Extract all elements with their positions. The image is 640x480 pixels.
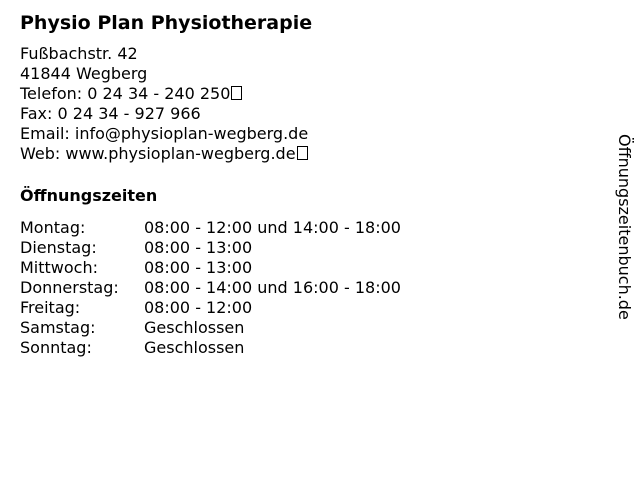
missing-glyph-icon bbox=[231, 86, 242, 100]
business-name: Physio Plan Physiotherapie bbox=[20, 12, 313, 34]
email-link[interactable]: info@physioplan-wegberg.de bbox=[74, 124, 309, 143]
email-line bbox=[20, 124, 580, 144]
city-address: 41844 Wegberg bbox=[20, 64, 148, 83]
hours-table bbox=[20, 218, 401, 358]
day-label: Freitag: bbox=[20, 298, 81, 317]
day-label: Montag: bbox=[20, 218, 86, 237]
day-label: Mittwoch: bbox=[20, 258, 98, 277]
missing-glyph-icon bbox=[297, 146, 308, 160]
time-value: 08:00 - 14:00 und 16:00 - 18:00 bbox=[144, 278, 401, 297]
table-row bbox=[20, 238, 401, 258]
time-value: Geschlossen bbox=[144, 338, 245, 357]
web-label: Web: bbox=[20, 144, 61, 163]
table-row bbox=[20, 338, 401, 358]
business-card bbox=[20, 10, 580, 358]
day-label: Donnerstag: bbox=[20, 278, 119, 297]
time-value: 08:00 - 12:00 und 14:00 - 18:00 bbox=[144, 218, 401, 237]
time-value: 08:00 - 12:00 bbox=[144, 298, 253, 317]
time-value: 08:00 - 13:00 bbox=[144, 258, 253, 277]
hours-heading: Öffnungszeiten bbox=[20, 186, 158, 205]
street-address: Fußbachstr. 42 bbox=[20, 44, 138, 63]
phone-label: Telefon: bbox=[20, 84, 83, 103]
table-row bbox=[20, 218, 401, 238]
fax-line bbox=[20, 104, 580, 124]
fax-number: 0 24 34 - 927 966 bbox=[57, 104, 201, 123]
time-value: Geschlossen bbox=[144, 318, 245, 337]
phone-line bbox=[20, 84, 580, 104]
table-row bbox=[20, 278, 401, 298]
day-label: Sonntag: bbox=[20, 338, 92, 357]
day-label: Dienstag: bbox=[20, 238, 97, 257]
email-label: Email: bbox=[20, 124, 70, 143]
web-line bbox=[20, 144, 580, 164]
table-row bbox=[20, 258, 401, 278]
table-row bbox=[20, 298, 401, 318]
phone-number[interactable]: 0 24 34 - 240 250 bbox=[87, 84, 231, 103]
table-row bbox=[20, 318, 401, 338]
watermark-text: Öffnungszeitenbuch.de bbox=[615, 134, 634, 320]
fax-label: Fax: bbox=[20, 104, 53, 123]
time-value: 08:00 - 13:00 bbox=[144, 238, 253, 257]
web-link[interactable]: www.physioplan-wegberg.de bbox=[65, 144, 296, 163]
day-label: Samstag: bbox=[20, 318, 96, 337]
